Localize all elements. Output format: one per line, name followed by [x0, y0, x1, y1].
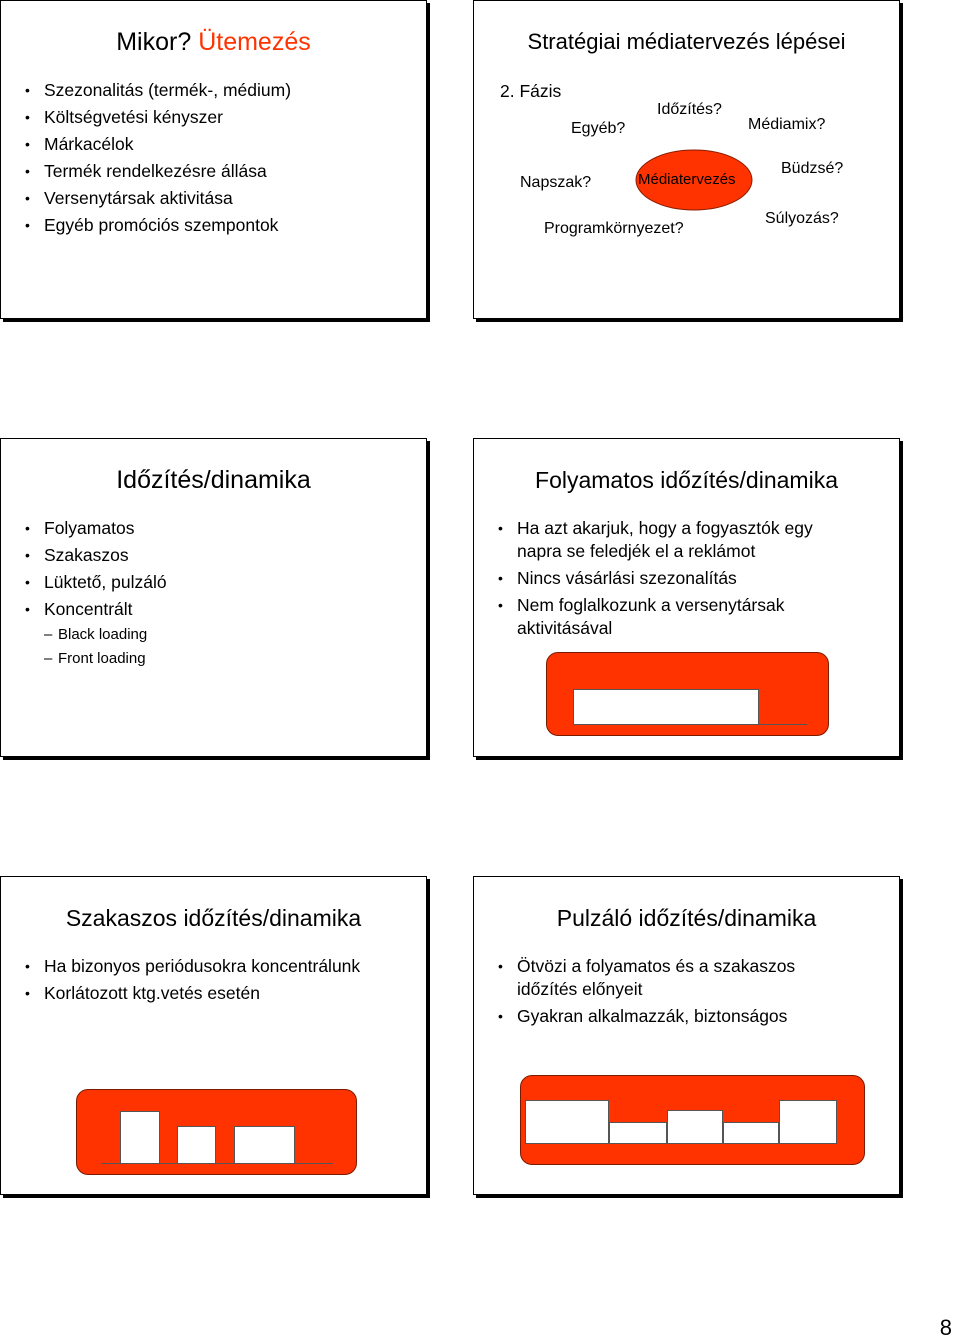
label-idozites: Időzítés? — [657, 101, 722, 118]
chart-bar — [573, 689, 759, 725]
slide-title: Szakaszos időzítés/dinamika — [65, 905, 362, 931]
slide-idozites-dinamika — [0, 438, 427, 757]
slide-folyamatos — [473, 438, 900, 757]
slide-mediatervezes — [473, 0, 900, 319]
chart-bar — [723, 1122, 779, 1144]
list-item: • Folyamatos — [25, 517, 167, 540]
sub-list-item: – Front loading — [25, 649, 167, 669]
sub-list-item: – Black loading — [25, 625, 167, 645]
list-item: • Ötvözi a folyamatos és a szakaszos időzítés előnyeit — [498, 955, 795, 1001]
list-item: • Szezonalitás (termék-, médium) — [25, 79, 291, 102]
list-item: • Ha bizonyos periódusokra koncentrálunk — [25, 955, 360, 978]
chart-bar — [667, 1110, 723, 1144]
label-programkornyezet: Programkörnyezet? — [544, 220, 684, 237]
label-mediamix: Médiamix? — [748, 116, 826, 133]
slide-title: Pulzáló időzítés/dinamika — [556, 905, 817, 931]
page-number: 8 — [939, 1315, 952, 1340]
list-item: • Versenytársak aktivitása — [25, 187, 291, 210]
bullet-list — [498, 517, 813, 644]
list-item: • Költségvetési kényszer — [25, 106, 291, 129]
bullet-list — [25, 955, 360, 1009]
list-item: • Lüktető, pulzáló — [25, 571, 167, 594]
list-item: • Nem foglalkozunk a versenytársak aktivitásával — [498, 594, 813, 640]
list-item: • Gyakran alkalmazzák, biztonságos — [498, 1005, 795, 1028]
chart-bar — [177, 1126, 216, 1164]
slide-pulzalo — [473, 876, 900, 1195]
list-item: • Márkacélok — [25, 133, 291, 156]
label-budzse: Büdzsé? — [781, 160, 844, 177]
bullet-list — [498, 955, 795, 1032]
label-napszak: Napszak? — [520, 174, 592, 191]
ellipse-center-label: Médiatervezés — [638, 171, 736, 188]
list-item: • Nincs vásárlási szezonalítás — [498, 567, 813, 590]
slide-title: Folyamatos időzítés/dinamika — [535, 467, 838, 493]
slide-title: Stratégiai médiatervezés lépései — [527, 29, 846, 54]
bullet-list — [25, 79, 291, 241]
slide-title: Mikor? Ütemezés — [116, 28, 311, 56]
chart-bar — [525, 1100, 609, 1144]
chart-bar — [120, 1111, 160, 1164]
slide-szakaszos — [0, 876, 427, 1195]
phase-label: 2. Fázis — [500, 81, 562, 101]
chart-baseline — [573, 724, 807, 725]
chart-baseline — [101, 1163, 333, 1164]
timing-chart-pulsing — [520, 1075, 865, 1165]
timing-chart-continuous — [546, 652, 829, 736]
list-item: • Korlátozott ktg.vetés esetén — [25, 982, 360, 1005]
list-item: • Egyéb promóciós szempontok — [25, 214, 291, 237]
slide-mikor — [0, 0, 427, 319]
slide-title: Időzítés/dinamika — [116, 466, 311, 494]
label-egyeb: Egyéb? — [571, 120, 626, 137]
chart-bar — [609, 1122, 667, 1144]
timing-chart-flighting — [76, 1089, 357, 1175]
list-item: • Koncentrált — [25, 598, 167, 621]
chart-bar — [779, 1100, 837, 1144]
list-item: • Szakaszos — [25, 544, 167, 567]
label-sulyozas: Súlyozás? — [765, 210, 839, 227]
chart-bar — [234, 1126, 295, 1164]
bullet-list — [25, 517, 167, 673]
list-item: • Termék rendelkezésre állása — [25, 160, 291, 183]
list-item: • Ha azt akarjuk, hogy a fogyasztók egy napra se feledjék el a reklámot — [498, 517, 813, 563]
